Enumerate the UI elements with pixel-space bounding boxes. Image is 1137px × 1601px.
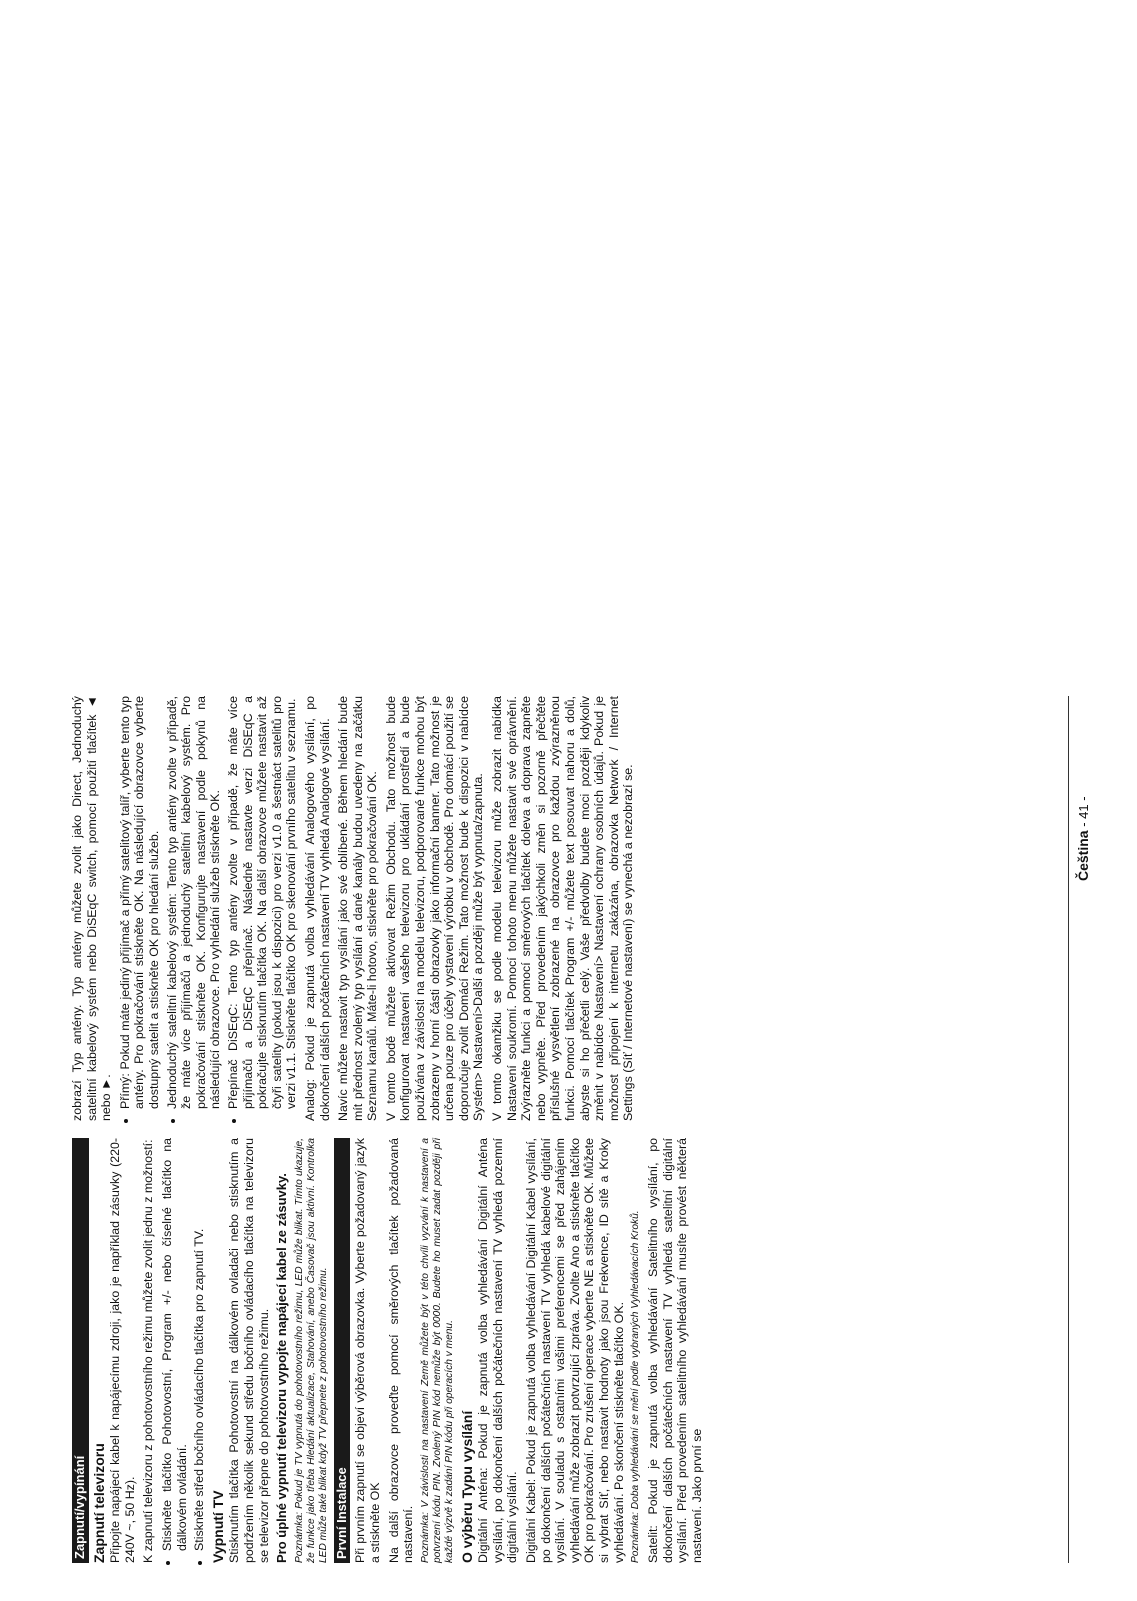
note: Poznámka: Doba vyhledávání se mění podle vybraných Vyhledávacích Kroků. — [630, 1210, 642, 1563]
note: Poznámka: V závislosti na nastavení Země můžete být v této chvíli vyzvání k nastavení a potvrzení kódu PIN. Zvolený PIN kód nemůže být 0000. Budete ho muset zadat později při každé výzvě k zadání PIN kódu při operacích v menu. — [419, 1138, 455, 1563]
note: Poznámka: Pokud je TV vypnutá do pohotovostního režimu, LED může blikat. Tímto ukazuje, že funkce jako třeba Hledání aktualizace, Stahování, anebo Časovač jsou aktivní. Kontrolka LED může také blikat když TV přepnete z pohotovostního režimu. — [293, 1138, 329, 1563]
paragraph: Stisknutím tlačítka Pohotovostní na dálkovém ovladači nebo stisknutím a podržením několik sekund středu bočního ovládacího tlačítka na televizoru se televizor přepne do pohotovostního režimu. — [227, 1138, 271, 1563]
list-item: • Přepínač DiSEqC: Tento typ antény zvolte v případě, že máte více přijímačů a DiSEqC přepínač. Následně nastavte verzi DiSEqC a pokračujte stisknutím tlačítka OK. Na další obrazovce můžete nastavit až čtyři satelity (pokud jsou k dispozici) pro verzi v1.0 a šestnáct satelitů pro verzi v1.1. Stiskněte tlačítko OK pro skenování prvního satelitu v seznamu. — [226, 696, 299, 1109]
paragraph: Digitální Anténa: Pokud je zapnutá volba vyhledávání Digitální Anténa vysílání, po dokončení dalších počátečních nastavení TV vyhledá pozemní digitální vysílání. — [476, 1138, 520, 1563]
heading-power: Zapnutí/vypínání — [72, 1138, 89, 1563]
list-item: • Stiskněte tlačítko Pohotovostní, Program +/- nebo číselné tlačítko na dálkovém ovládání. — [160, 1138, 189, 1551]
subheading-full-off: Pro úplné vypnutí televizoru vypojte napájecí kabel ze zásuvky. — [274, 1173, 290, 1563]
page-number: - 41 - — [1076, 796, 1091, 827]
paragraph: Digitální Kabel: Pokud je zapnutá volba vyhledávání Digitální Kabel vysílání, po dokončení dalších počátečních nastavení TV vyhledá kabelové digitální vysílání. V souladu s ostatními vašimi preferencemi se před zahájením vyhledávání může zobrazit potvrzující zpráva. Zvolte Ano a stiskněte tlačítko OK pro pokračování. Pro zrušení operace vyberte NE a stiskněte OK. Můžete si vybrat Síť, nebo nastavit hodnoty jako jsou Frekvence, ID sítě a Kroky vyhledávání. Po skončení stiskněte tlačítko OK. — [524, 1138, 626, 1563]
list-item: • Jednoduchý satelitní kabelový systém: Tento typ antény zvolte v případě, že máte více přijímačů a jednoduchý satelitní kabelový systém. Pro pokračování stiskněte OK. Konfigurujte nastavení podle pokynů na následující obrazovce. Pro vyhledání služeb stiskněte OK. — [165, 696, 223, 1109]
list-item: • Přímý: Pokud máte jediný přijímač a přímý satelitový talíř, vyberte tento typ antény. Pro pokračování stiskněte OK. Na následující obrazovce vyberte dostupný satelit a stiskněte OK pro hledání služeb. — [118, 696, 162, 1109]
paragraph: zobrazí Typ antény. Typ antény můžete zvolit jako Direct, Jednoduchý satelitní kabelový systém nebo DiSEqC switch, pomocí použití tlačítek ◄ nebo ►. — [70, 696, 114, 1121]
paragraph: Na další obrazovce proveďte pomocí směrových tlačítek požadovaná nastavení. — [386, 1138, 416, 1563]
paragraph: K zapnutí televizoru z pohotovostního režimu můžete zvolit jednu z možností: — [141, 1139, 156, 1563]
paragraph: Navíc můžete nastavit typ vysílání jako své oblíbené. Během hledání bude mít přednost zvolený typ vysílání a dané kanály budou uvedeny na začátku Seznamu kanálů. Máte-li hotovo, stiskněte pro pokračování OK. — [336, 696, 380, 1121]
footer-language: Čeština — [1075, 830, 1091, 881]
paragraph: Satelit: Pokud je zapnutá volba vyhledávání Satelitního vysílání, po dokončení dalších počátečních nastavení TV vyhledá satelitní digitální vysílání. Před provedením satelitního vyhledávání musíte provést některá nastavení. Jako první se — [646, 1138, 704, 1563]
paragraph: V tomto bodě můžete aktivovat Režim Obchodu. Tato možnost bude konfigurovat nastavení vašeho televizoru pro ukládání prostředí a bude používána v závislosti na modelu televizoru, podporované funkce mohou být zobrazeny v horní části obrazovky jako informační banner. Tato možnost je určena pouze pro účely vystavení výrobku v obchodě. Pro domácí použití se doporučuje zvolit Domácí Režim. Tato možnost bude k dispozici v nabídce Systém> Nastavení>Další a později může být vypnuta/zapnuta. — [383, 696, 486, 1121]
paragraph: V tomto okamžiku se podle modelu televizoru může zobrazit nabídka Nastavení soukromí. Pomocí tohoto menu můžete nastavit své oprávnění. Zvýrazněte funkci a pomocí směrových tlačítek doleva a doprava zapněte nebo vypněte. Před provedením jakýchkoli změn si pozorně přečtěte příslušné vysvětlení zobrazené na obrazovce pro každou zvýrazněnou funkci. Pomocí tlačítek Program +/- můžete text posouvat nahoru a dolů, abyste si ho přečetli celý. Vaše předvolby budete moci později kdykoliv změnit v nabídce Nastavení> Nastavení ochrany osobních údajů. Pokud je možnost připojení k internetu zakázána, obrazovka Network / Internet Settings (Síť / Internetové nastavení) se vynechá a nezobrazí se. — [490, 696, 636, 1121]
subheading-switch-on: Zapnutí televizoru — [90, 1443, 107, 1563]
paragraph: Připojte napájecí kabel k napájecímu zdroji, jako je například zásuvky (220-240V ~, 50 Hz). — [108, 1138, 137, 1563]
paragraph: Analog: Pokud je zapnutá volba vyhledávání Analogového vysílání, po dokončení dalších počátečních nastavení TV vyhledá Analogové vysílání. — [302, 696, 332, 1121]
list-item: • Stiskněte střed bočního ovládacího tlačítka pro zapnutí TV. — [192, 1138, 207, 1551]
subheading-broadcast-type: O výběru Typu vysílání — [458, 1410, 475, 1563]
paragraph: Při prvním zapnutí se objeví výběrová obrazovka. Vyberte požadovaný jazyk a stiskněte OK — [353, 1138, 382, 1563]
subheading-switch-off: Vypnutí TV — [209, 1490, 226, 1563]
heading-first-install: První Instalace — [334, 1138, 351, 1563]
